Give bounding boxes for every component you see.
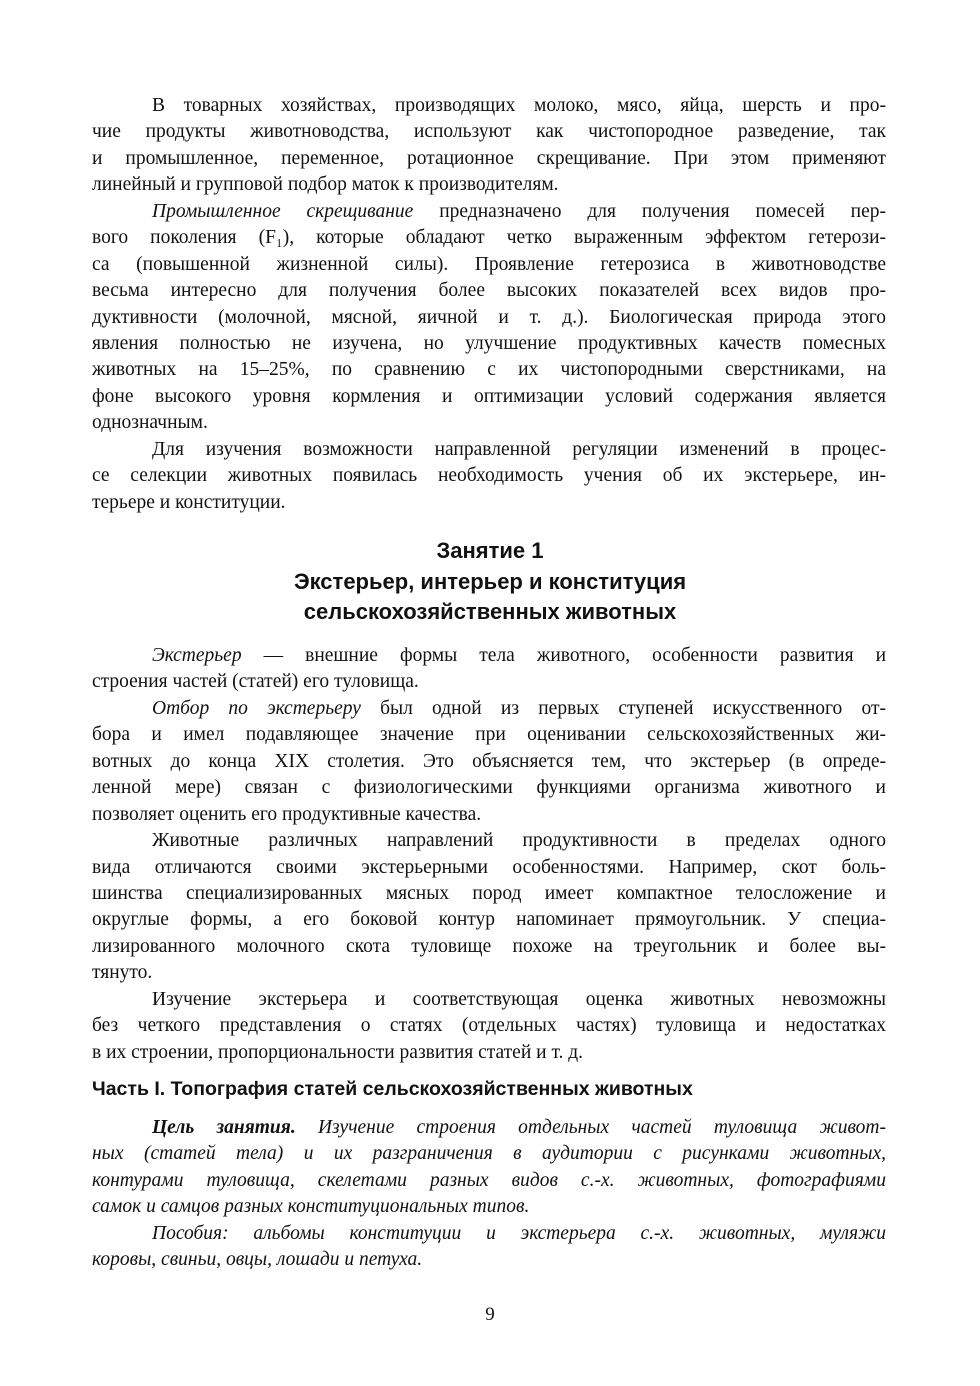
italic-term: Экстерьер bbox=[152, 645, 242, 666]
line-text: однозначным. bbox=[92, 412, 208, 434]
line-text: дуктивности (молочной, мясной, яичной и т. д.). Биологическая природа этого bbox=[92, 306, 886, 328]
line-text: животных на 15–25%, по сравнению с их чистопородными сверстниками, на bbox=[92, 359, 886, 381]
bold-lead: Цель занятия. bbox=[152, 1117, 296, 1138]
text-line bbox=[92, 722, 886, 748]
line-text: вотных до конца XIX столетия. Это объясняется тем, что экстерьер (в опреде- bbox=[92, 750, 886, 772]
line-text: без четкого представления о статях (отдельных частях) туловища и недостатках bbox=[92, 1015, 886, 1037]
line-text: весьма интересно для получения более высоких показателей всех видов про- bbox=[92, 280, 886, 302]
line-text: Изучение строения отдельных частей туловища живот- bbox=[295, 1117, 887, 1138]
paragraph bbox=[92, 828, 886, 987]
paragraph bbox=[92, 1221, 886, 1274]
italic-term: Промышленное скрещивание bbox=[152, 200, 414, 222]
intro-text bbox=[92, 93, 886, 516]
text-line bbox=[92, 119, 886, 145]
text-line bbox=[92, 643, 886, 669]
lesson-title-line-1: Экстерьер, интерьер и конституция bbox=[293, 568, 687, 594]
text-line bbox=[92, 1115, 886, 1141]
text-line bbox=[92, 802, 886, 828]
line-text: бора и имел подавляющее значение при оценивании сельскохозяйственных жи- bbox=[92, 724, 886, 746]
line-text: контурами туловища, скелетами разных видов с.-х. животных, фотографиями bbox=[92, 1169, 886, 1191]
text-line bbox=[92, 1247, 886, 1273]
line-text: вого поколения (F₁), которые обладают четко выраженным эффектом гетерози- bbox=[92, 227, 886, 249]
text-line bbox=[92, 331, 886, 357]
line-text: линейный и групповой подбор маток к производителям. bbox=[92, 174, 559, 196]
line-text: был одной из первых ступеней искусственного от- bbox=[360, 697, 886, 719]
line-text: позволяет оценить его продуктивные качества. bbox=[92, 803, 482, 825]
paragraph bbox=[92, 437, 886, 516]
line-text: вида отличаются своими экстерьерными особенностями. Например, скот боль- bbox=[92, 856, 886, 878]
line-text: Животные различных направлений продуктивности в пределах одного bbox=[152, 830, 886, 852]
text-line bbox=[92, 1141, 886, 1167]
line-text: предназначено для получения помесей пер- bbox=[413, 200, 887, 222]
line-text: Пособия: альбомы конституции и экстерьера с.-х. животных, муляжи bbox=[152, 1222, 886, 1244]
line-text: и промышленное, переменное, ротационное скрещивание. При этом применяют bbox=[92, 147, 886, 169]
text-line bbox=[92, 987, 886, 1013]
text-line bbox=[92, 1013, 886, 1039]
text-line bbox=[92, 1040, 886, 1066]
line-text: — внешние формы тела животного, особенности развития и bbox=[241, 645, 886, 666]
line-text: шинства специализированных мясных пород имеет компактное телосложение и bbox=[92, 882, 886, 904]
line-text: тянуто. bbox=[92, 962, 153, 984]
text-line bbox=[92, 828, 886, 854]
paragraph bbox=[92, 199, 886, 437]
text-line bbox=[92, 775, 886, 801]
text-line bbox=[92, 199, 886, 225]
text-line bbox=[92, 225, 886, 251]
line-text: ных (статей тела) и их разграничения в аудитории с рисунками животных, bbox=[92, 1143, 886, 1165]
text-line bbox=[92, 934, 886, 960]
text-line bbox=[92, 1221, 886, 1247]
line-text: строения частей (статей) его туловища. bbox=[92, 671, 419, 693]
paragraph bbox=[92, 696, 886, 828]
text-line bbox=[92, 93, 886, 119]
line-text: В товарных хозяйствах, производящих молоко, мясо, яйца, шерсть и про- bbox=[152, 95, 886, 116]
text-line bbox=[92, 1194, 886, 1220]
paragraph bbox=[92, 1115, 886, 1221]
text-line bbox=[92, 881, 886, 907]
line-text: самок и самцов разных конституциональных типов. bbox=[92, 1196, 530, 1218]
line-text: чие продукты животноводства, используют как чистопородное разведение, так bbox=[92, 121, 886, 143]
text-line bbox=[92, 1168, 886, 1194]
lesson-heading bbox=[0, 536, 980, 628]
lesson-title-line-2: сельскохозяйственных животных bbox=[303, 599, 677, 624]
text-line bbox=[92, 410, 886, 436]
page-number: 9 bbox=[485, 1304, 495, 1325]
text-line bbox=[92, 305, 886, 331]
text-line bbox=[92, 907, 886, 933]
goal-text bbox=[92, 1115, 886, 1274]
text-line bbox=[92, 669, 886, 695]
line-text: терьере и конституции. bbox=[92, 491, 286, 513]
line-text: округлые формы, а его боковой контур напоминает прямоугольник. У специа- bbox=[92, 909, 886, 931]
text-line bbox=[92, 146, 886, 172]
lesson-number: Занятие 1 bbox=[436, 538, 544, 563]
paragraph bbox=[92, 93, 886, 199]
line-text: се селекции животных появилась необходимость учения об их экстерьере, ин- bbox=[92, 465, 886, 487]
text-line bbox=[92, 357, 886, 383]
text-line bbox=[92, 960, 886, 986]
line-text: лизированного молочного скота туловище похоже на треугольник и более вы- bbox=[92, 935, 886, 957]
line-text: явления полностью не изучена, но улучшение продуктивных качеств помесных bbox=[92, 332, 886, 354]
line-text: са (повышенной жизненной силы). Проявление гетерозиса в животноводстве bbox=[92, 253, 886, 275]
line-text: фоне высокого уровня кормления и оптимизации условий содержания является bbox=[92, 385, 886, 407]
part-heading: Часть I. Топография статей сельскохозяйственных животных bbox=[92, 1078, 693, 1100]
line-text: ленной мере) связан с физиологическими функциями организма животного и bbox=[92, 777, 886, 799]
line-text: Изучение экстерьера и соответствующая оценка животных невозможны bbox=[152, 988, 886, 1010]
text-line bbox=[92, 278, 886, 304]
text-line bbox=[92, 696, 886, 722]
text-line bbox=[92, 437, 886, 463]
text-line bbox=[92, 463, 886, 489]
text-line bbox=[92, 384, 886, 410]
line-text: в их строении, пропорциональности развития статей и т. д. bbox=[92, 1041, 584, 1063]
text-line bbox=[92, 749, 886, 775]
italic-term: Отбор по экстерьеру bbox=[152, 697, 361, 719]
text-line bbox=[92, 855, 886, 881]
text-line bbox=[92, 252, 886, 278]
paragraph bbox=[92, 643, 886, 696]
text-line bbox=[92, 172, 886, 198]
lesson-text bbox=[92, 643, 886, 1066]
line-text: коровы, свиньи, овцы, лошади и петуха. bbox=[92, 1249, 423, 1271]
text-line bbox=[92, 490, 886, 516]
paragraph bbox=[92, 987, 886, 1066]
line-text: Для изучения возможности направленной регуляции изменений в процес- bbox=[152, 438, 886, 460]
